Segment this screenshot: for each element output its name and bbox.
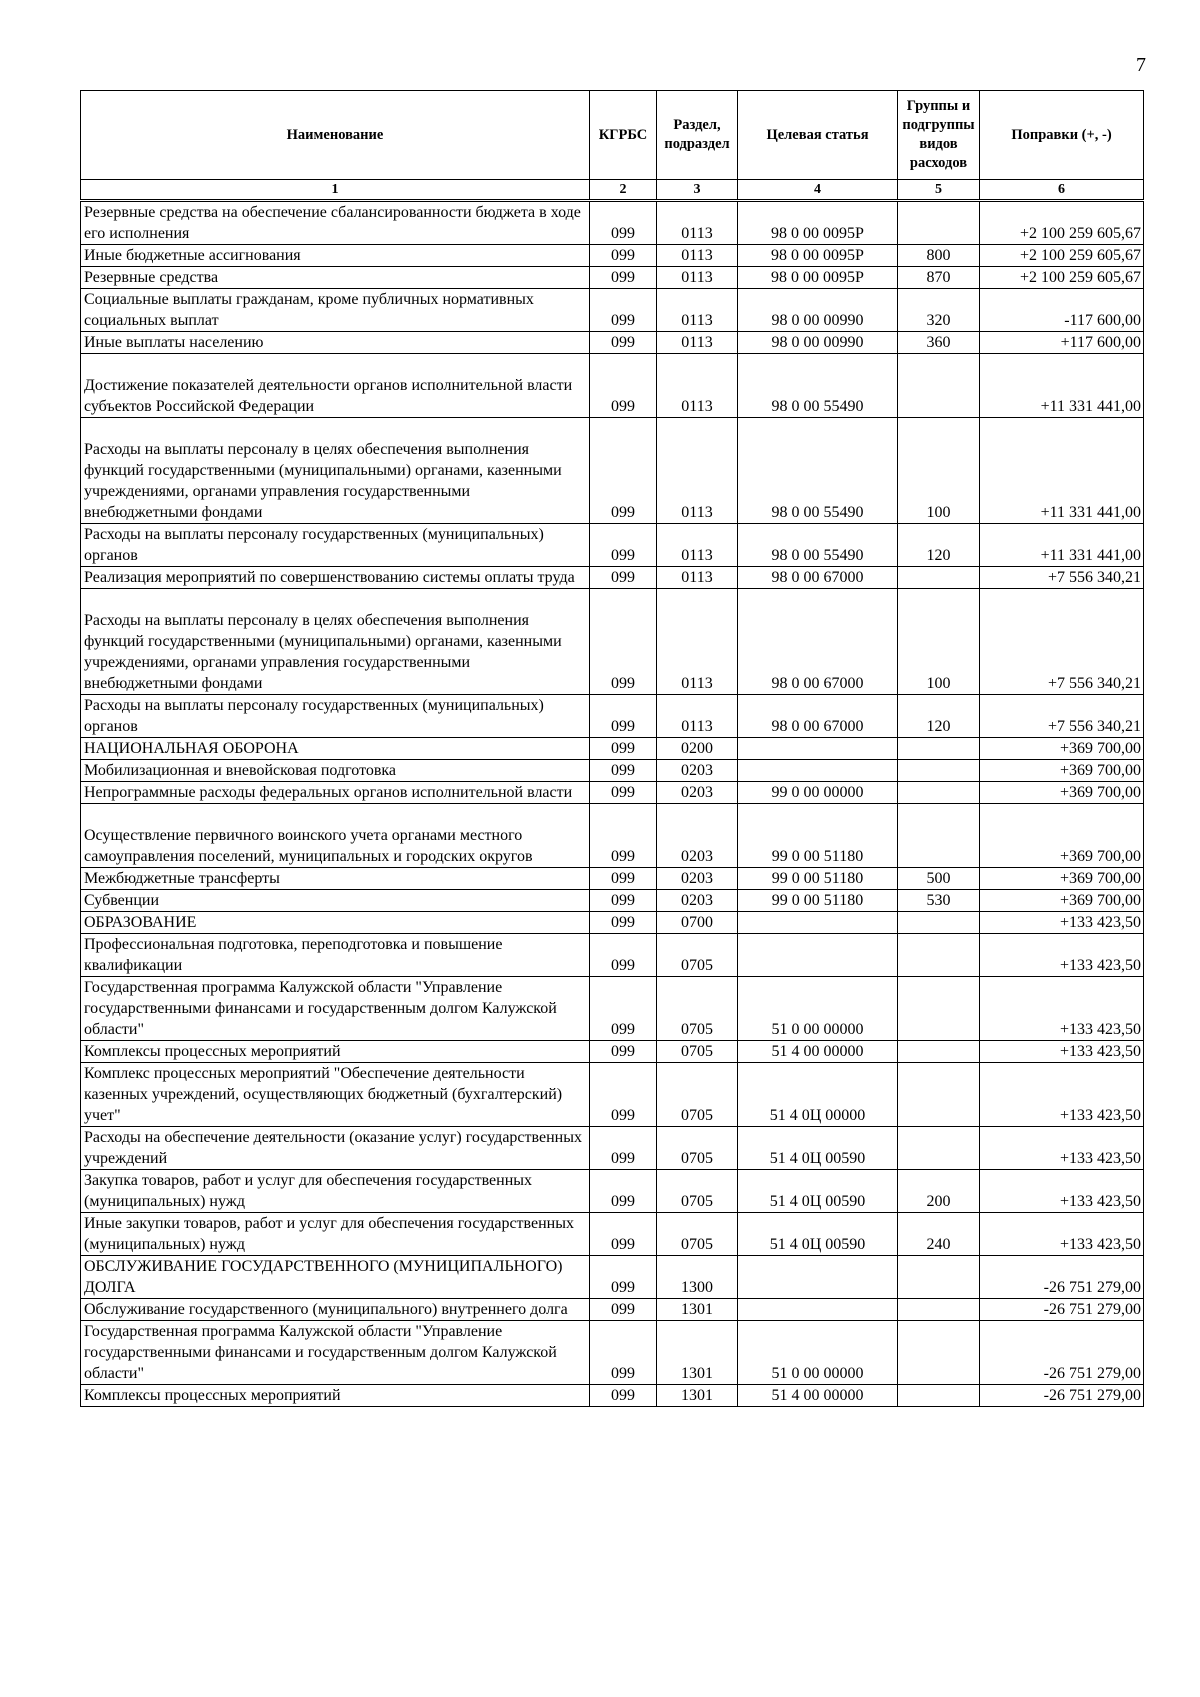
table-row: [81, 289, 1144, 332]
cell-target-article: 98 0 00 0095Р: [738, 245, 898, 267]
cell-razdel: 0705: [657, 1041, 738, 1063]
table-row: [81, 1213, 1144, 1256]
table-row: [81, 1041, 1144, 1063]
cell-expense-type: 500: [898, 868, 980, 890]
cell-kgrbs: 099: [590, 245, 657, 267]
page-number: 7: [1136, 54, 1146, 76]
cell-razdel: 0113: [657, 332, 738, 354]
cell-amount: +11 331 441,00: [980, 524, 1144, 567]
cell-target-article: [738, 738, 898, 760]
cell-amount: +133 423,50: [980, 1213, 1144, 1256]
cell-name: Комплексы процессных мероприятий: [81, 1385, 590, 1407]
cell-expense-type: [898, 567, 980, 589]
table-row: [81, 354, 1144, 418]
cell-razdel: 0113: [657, 567, 738, 589]
cell-amount: +369 700,00: [980, 868, 1144, 890]
cell-kgrbs: 099: [590, 934, 657, 977]
cell-name: Осуществление первичного воинского учета органами местного самоуправления поселений, муниципальных и городских округов: [81, 804, 590, 868]
cell-kgrbs: 099: [590, 804, 657, 868]
cell-razdel: 1301: [657, 1321, 738, 1385]
cell-expense-type: [898, 201, 980, 245]
table-row: [81, 977, 1144, 1041]
cell-razdel: 0705: [657, 1213, 738, 1256]
table-row: [81, 267, 1144, 289]
cell-expense-type: 120: [898, 524, 980, 567]
cell-razdel: 0203: [657, 760, 738, 782]
budget-amendments-table: [80, 90, 1144, 1407]
cell-name: Непрограммные расходы федеральных органов исполнительной власти: [81, 782, 590, 804]
cell-kgrbs: 099: [590, 695, 657, 738]
cell-razdel: 0113: [657, 589, 738, 695]
cell-razdel: 0705: [657, 1170, 738, 1213]
cell-name: Расходы на выплаты персоналу государственных (муниципальных) органов: [81, 524, 590, 567]
cell-name: Расходы на выплаты персоналу в целях обеспечения выполнения функций государственными (муниципальными) органами, казенными учреждениями, органами управления государственными внебюджетными фондами: [81, 418, 590, 524]
cell-expense-type: [898, 1299, 980, 1321]
cell-name: Профессиональная подготовка, переподготовка и повышение квалификации: [81, 934, 590, 977]
table-row: [81, 1127, 1144, 1170]
table-row: [81, 1063, 1144, 1127]
column-number: 6: [980, 180, 1144, 201]
cell-razdel: 1301: [657, 1385, 738, 1407]
cell-target-article: 51 0 00 00000: [738, 977, 898, 1041]
cell-amount: -26 751 279,00: [980, 1299, 1144, 1321]
cell-kgrbs: 099: [590, 589, 657, 695]
cell-expense-type: 360: [898, 332, 980, 354]
cell-amount: +2 100 259 605,67: [980, 201, 1144, 245]
cell-amount: -117 600,00: [980, 289, 1144, 332]
header-amendments: Поправки (+, -): [980, 91, 1144, 180]
header-razdel: Раздел, подраздел: [657, 91, 738, 180]
table-row: [81, 934, 1144, 977]
cell-name: Государственная программа Калужской области "Управление государственными финансами и государственным долгом Калужской области": [81, 977, 590, 1041]
cell-expense-type: 200: [898, 1170, 980, 1213]
cell-name: Иные закупки товаров, работ и услуг для обеспечения государственных (муниципальных) нужд: [81, 1213, 590, 1256]
cell-razdel: 0705: [657, 1127, 738, 1170]
table-row: [81, 1299, 1144, 1321]
cell-amount: +133 423,50: [980, 1127, 1144, 1170]
cell-expense-type: [898, 1041, 980, 1063]
cell-razdel: 0705: [657, 934, 738, 977]
cell-razdel: 0705: [657, 1063, 738, 1127]
table-row: [81, 738, 1144, 760]
cell-kgrbs: 099: [590, 267, 657, 289]
cell-kgrbs: 099: [590, 567, 657, 589]
cell-razdel: 0705: [657, 977, 738, 1041]
cell-name: Резервные средства: [81, 267, 590, 289]
cell-amount: +133 423,50: [980, 912, 1144, 934]
cell-kgrbs: 099: [590, 1041, 657, 1063]
cell-target-article: 99 0 00 00000: [738, 782, 898, 804]
cell-razdel: 0113: [657, 418, 738, 524]
cell-amount: +7 556 340,21: [980, 589, 1144, 695]
cell-expense-type: [898, 912, 980, 934]
cell-kgrbs: 099: [590, 1170, 657, 1213]
cell-amount: +7 556 340,21: [980, 567, 1144, 589]
cell-target-article: 98 0 00 67000: [738, 589, 898, 695]
cell-target-article: 98 0 00 55490: [738, 524, 898, 567]
cell-name: Реализация мероприятий по совершенствованию системы оплаты труда: [81, 567, 590, 589]
cell-razdel: 0113: [657, 267, 738, 289]
cell-target-article: 98 0 00 00990: [738, 289, 898, 332]
cell-name: Комплексы процессных мероприятий: [81, 1041, 590, 1063]
cell-expense-type: [898, 1127, 980, 1170]
cell-expense-type: [898, 1321, 980, 1385]
cell-target-article: 98 0 00 55490: [738, 418, 898, 524]
cell-kgrbs: 099: [590, 524, 657, 567]
cell-amount: +133 423,50: [980, 1170, 1144, 1213]
cell-expense-type: 240: [898, 1213, 980, 1256]
cell-target-article: 51 4 0Ц 00000: [738, 1063, 898, 1127]
cell-name: Социальные выплаты гражданам, кроме публичных нормативных социальных выплат: [81, 289, 590, 332]
cell-kgrbs: 099: [590, 1127, 657, 1170]
cell-amount: +133 423,50: [980, 1063, 1144, 1127]
cell-name: ОБРАЗОВАНИЕ: [81, 912, 590, 934]
cell-target-article: 51 4 00 00000: [738, 1041, 898, 1063]
cell-target-article: 98 0 00 0095Р: [738, 267, 898, 289]
cell-target-article: 98 0 00 55490: [738, 354, 898, 418]
cell-razdel: 0113: [657, 354, 738, 418]
cell-razdel: 1300: [657, 1256, 738, 1299]
cell-kgrbs: 099: [590, 760, 657, 782]
cell-expense-type: 320: [898, 289, 980, 332]
cell-target-article: 51 4 0Ц 00590: [738, 1127, 898, 1170]
table-row: [81, 245, 1144, 267]
cell-name: Достижение показателей деятельности органов исполнительной власти субъектов Российской Федерации: [81, 354, 590, 418]
table-row: [81, 1385, 1144, 1407]
cell-expense-type: [898, 1256, 980, 1299]
cell-amount: +369 700,00: [980, 890, 1144, 912]
cell-name: НАЦИОНАЛЬНАЯ ОБОРОНА: [81, 738, 590, 760]
header-row: [81, 91, 1144, 180]
cell-name: Расходы на выплаты персоналу государственных (муниципальных) органов: [81, 695, 590, 738]
table-row: [81, 567, 1144, 589]
table-row: [81, 524, 1144, 567]
column-number: 2: [590, 180, 657, 201]
cell-expense-type: [898, 782, 980, 804]
table-row: [81, 418, 1144, 524]
cell-expense-type: 530: [898, 890, 980, 912]
cell-target-article: 98 0 00 67000: [738, 695, 898, 738]
cell-amount: +369 700,00: [980, 782, 1144, 804]
cell-expense-type: [898, 977, 980, 1041]
cell-kgrbs: 099: [590, 1321, 657, 1385]
cell-name: Резервные средства на обеспечение сбалансированности бюджета в ходе его исполнения: [81, 201, 590, 245]
cell-expense-type: [898, 760, 980, 782]
table-row: [81, 868, 1144, 890]
table-row: [81, 760, 1144, 782]
cell-expense-type: [898, 1063, 980, 1127]
column-number: 5: [898, 180, 980, 201]
table-body: [81, 201, 1144, 1407]
table-row: [81, 890, 1144, 912]
column-number: 4: [738, 180, 898, 201]
table-row: [81, 201, 1144, 245]
cell-razdel: 0700: [657, 912, 738, 934]
cell-name: Субвенции: [81, 890, 590, 912]
cell-target-article: 98 0 00 00990: [738, 332, 898, 354]
table-row: [81, 782, 1144, 804]
cell-kgrbs: 099: [590, 1213, 657, 1256]
cell-razdel: 0203: [657, 782, 738, 804]
cell-target-article: [738, 1299, 898, 1321]
cell-target-article: [738, 934, 898, 977]
cell-kgrbs: 099: [590, 1385, 657, 1407]
cell-name: Государственная программа Калужской области "Управление государственными финансами и государственным долгом Калужской области": [81, 1321, 590, 1385]
cell-razdel: 0113: [657, 289, 738, 332]
cell-kgrbs: 099: [590, 418, 657, 524]
cell-name: ОБСЛУЖИВАНИЕ ГОСУДАРСТВЕННОГО (МУНИЦИПАЛЬНОГО) ДОЛГА: [81, 1256, 590, 1299]
table-row: [81, 1170, 1144, 1213]
cell-name: Расходы на обеспечение деятельности (оказание услуг) государственных учреждений: [81, 1127, 590, 1170]
cell-razdel: 0113: [657, 201, 738, 245]
cell-amount: +7 556 340,21: [980, 695, 1144, 738]
header-name: Наименование: [81, 91, 590, 180]
table-row: [81, 1256, 1144, 1299]
cell-kgrbs: 099: [590, 977, 657, 1041]
header-target-article: Целевая статья: [738, 91, 898, 180]
cell-target-article: 98 0 00 67000: [738, 567, 898, 589]
cell-target-article: 51 0 00 00000: [738, 1321, 898, 1385]
table-row: [81, 332, 1144, 354]
cell-target-article: 99 0 00 51180: [738, 890, 898, 912]
cell-target-article: 51 4 0Ц 00590: [738, 1213, 898, 1256]
cell-kgrbs: 099: [590, 738, 657, 760]
column-number-row: [81, 180, 1144, 201]
cell-kgrbs: 099: [590, 782, 657, 804]
cell-name: Закупка товаров, работ и услуг для обеспечения государственных (муниципальных) нужд: [81, 1170, 590, 1213]
cell-expense-type: 870: [898, 267, 980, 289]
cell-kgrbs: 099: [590, 912, 657, 934]
cell-expense-type: 120: [898, 695, 980, 738]
budget-table-container: [80, 90, 1143, 1407]
cell-name: Расходы на выплаты персоналу в целях обеспечения выполнения функций государственными (муниципальными) органами, казенными учреждениями, органами управления государственными внебюджетными фондами: [81, 589, 590, 695]
cell-amount: +369 700,00: [980, 738, 1144, 760]
cell-name: Межбюджетные трансферты: [81, 868, 590, 890]
cell-razdel: 0200: [657, 738, 738, 760]
cell-amount: -26 751 279,00: [980, 1256, 1144, 1299]
table-row: [81, 804, 1144, 868]
cell-name: Мобилизационная и вневойсковая подготовка: [81, 760, 590, 782]
cell-target-article: [738, 912, 898, 934]
cell-kgrbs: 099: [590, 354, 657, 418]
cell-target-article: 51 4 0Ц 00590: [738, 1170, 898, 1213]
cell-kgrbs: 099: [590, 1299, 657, 1321]
cell-amount: +2 100 259 605,67: [980, 245, 1144, 267]
cell-amount: +117 600,00: [980, 332, 1144, 354]
header-kgrbs: КГРБС: [590, 91, 657, 180]
cell-amount: +369 700,00: [980, 760, 1144, 782]
cell-target-article: 99 0 00 51180: [738, 804, 898, 868]
header-expense-type: Группы и подгруппы видов расходов: [898, 91, 980, 180]
cell-amount: +369 700,00: [980, 804, 1144, 868]
cell-razdel: 0113: [657, 245, 738, 267]
cell-razdel: 1301: [657, 1299, 738, 1321]
cell-expense-type: 800: [898, 245, 980, 267]
cell-name: Обслуживание государственного (муниципального) внутреннего долга: [81, 1299, 590, 1321]
cell-kgrbs: 099: [590, 201, 657, 245]
cell-expense-type: [898, 738, 980, 760]
cell-expense-type: 100: [898, 418, 980, 524]
cell-razdel: 0203: [657, 890, 738, 912]
cell-name: Комплекс процессных мероприятий "Обеспечение деятельности казенных учреждений, осуществляющих бюджетный (бухгалтерский) учет": [81, 1063, 590, 1127]
cell-kgrbs: 099: [590, 890, 657, 912]
column-number: 1: [81, 180, 590, 201]
cell-target-article: [738, 1256, 898, 1299]
column-number: 3: [657, 180, 738, 201]
cell-name: Иные бюджетные ассигнования: [81, 245, 590, 267]
cell-expense-type: [898, 804, 980, 868]
cell-kgrbs: 099: [590, 1256, 657, 1299]
table-row: [81, 589, 1144, 695]
cell-kgrbs: 099: [590, 868, 657, 890]
cell-amount: +2 100 259 605,67: [980, 267, 1144, 289]
cell-expense-type: [898, 1385, 980, 1407]
cell-kgrbs: 099: [590, 289, 657, 332]
cell-expense-type: [898, 934, 980, 977]
table-row: [81, 1321, 1144, 1385]
cell-target-article: 51 4 00 00000: [738, 1385, 898, 1407]
cell-amount: +133 423,50: [980, 977, 1144, 1041]
cell-target-article: 99 0 00 51180: [738, 868, 898, 890]
table-row: [81, 912, 1144, 934]
cell-amount: +133 423,50: [980, 1041, 1144, 1063]
cell-razdel: 0113: [657, 695, 738, 738]
cell-amount: -26 751 279,00: [980, 1385, 1144, 1407]
cell-amount: +133 423,50: [980, 934, 1144, 977]
cell-kgrbs: 099: [590, 332, 657, 354]
table-row: [81, 695, 1144, 738]
cell-amount: -26 751 279,00: [980, 1321, 1144, 1385]
cell-kgrbs: 099: [590, 1063, 657, 1127]
cell-name: Иные выплаты населению: [81, 332, 590, 354]
cell-amount: +11 331 441,00: [980, 354, 1144, 418]
cell-target-article: [738, 760, 898, 782]
cell-razdel: 0113: [657, 524, 738, 567]
cell-expense-type: 100: [898, 589, 980, 695]
cell-expense-type: [898, 354, 980, 418]
cell-razdel: 0203: [657, 804, 738, 868]
cell-target-article: 98 0 00 0095Р: [738, 201, 898, 245]
cell-amount: +11 331 441,00: [980, 418, 1144, 524]
cell-razdel: 0203: [657, 868, 738, 890]
